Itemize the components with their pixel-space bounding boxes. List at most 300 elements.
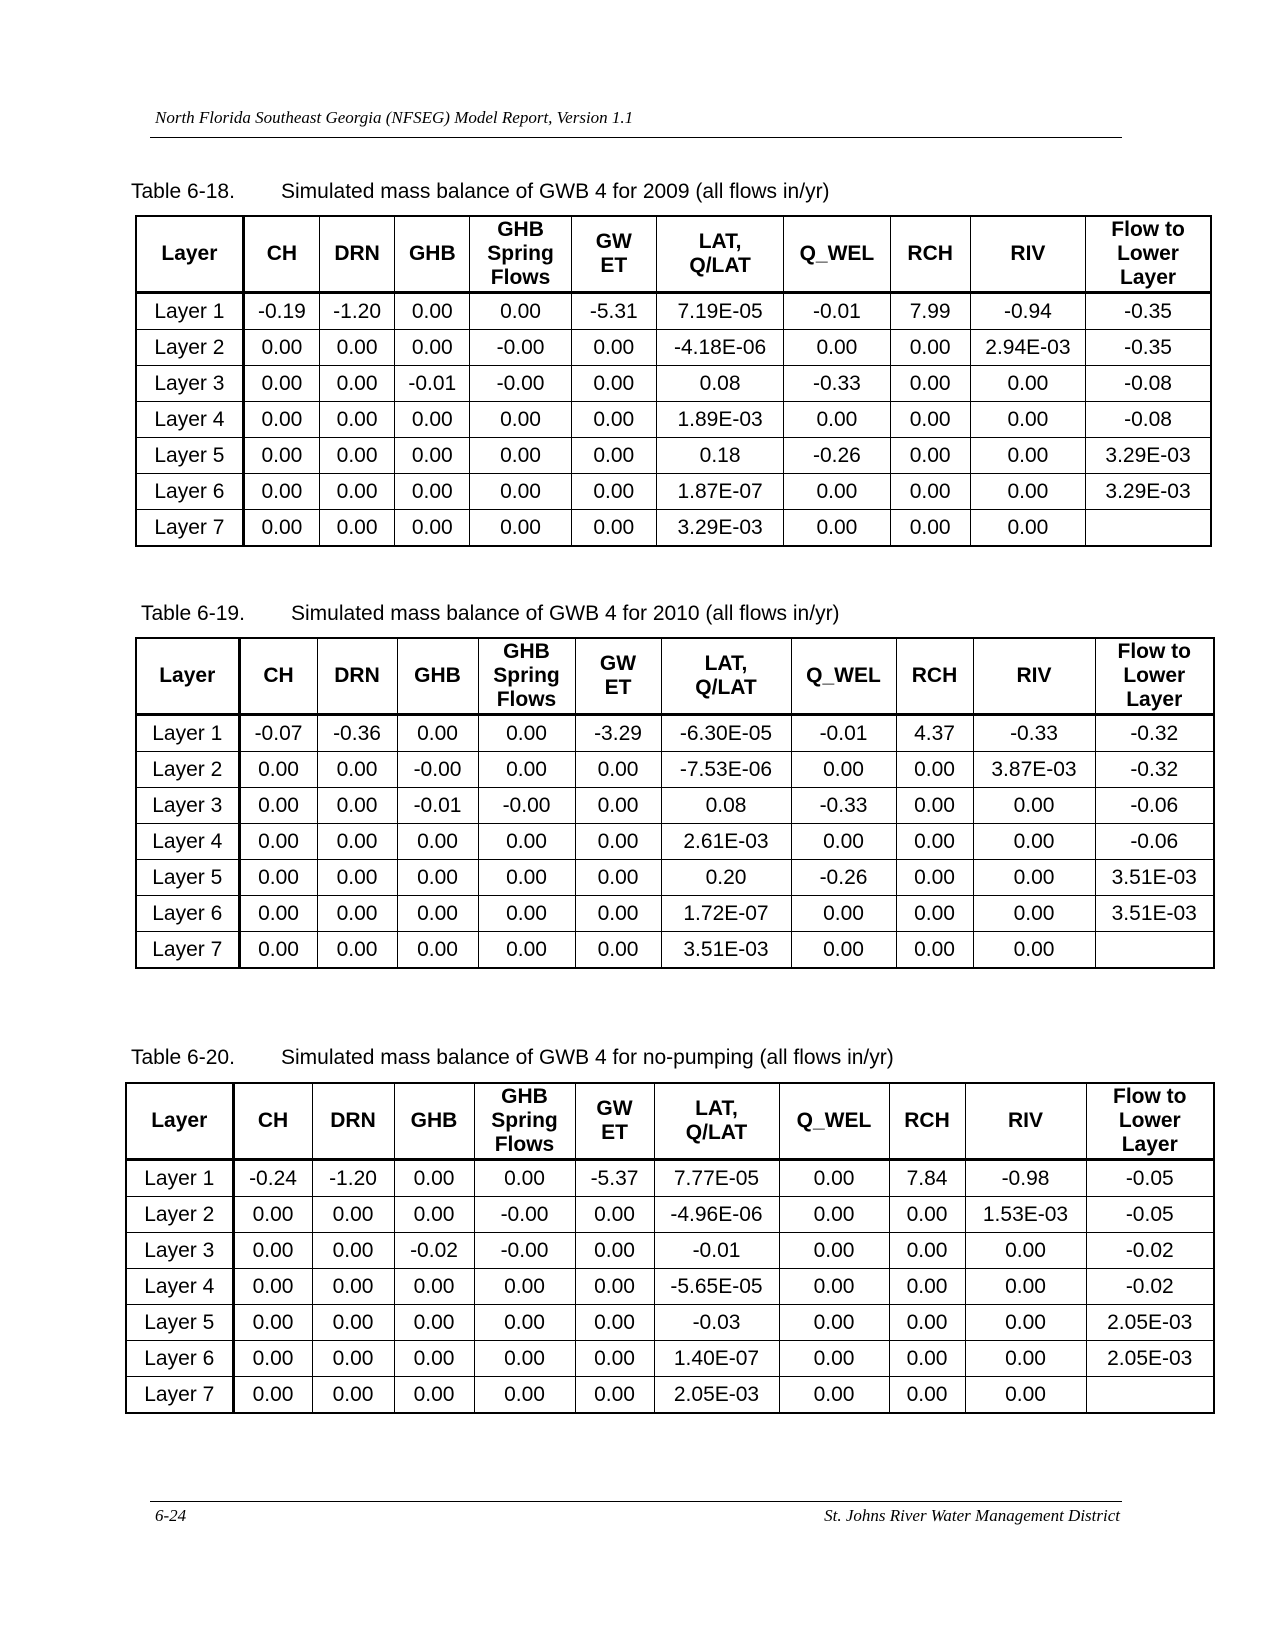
column-header-line: ET: [604, 676, 632, 699]
table-cell: -0.26: [784, 438, 890, 474]
table-cell: 2.94E-03: [970, 330, 1085, 366]
column-header: [784, 216, 890, 293]
table-cell: 0.00: [575, 788, 661, 824]
table-cell: -7.53E-06: [661, 752, 791, 788]
mass-balance-table-2010: [135, 637, 1215, 969]
table-cell: 0.00: [575, 1233, 654, 1269]
column-header: [136, 638, 239, 715]
row-label: Layer 5: [126, 1305, 233, 1341]
column-header-line: RIV: [1010, 242, 1046, 265]
table-cell: 0.00: [575, 896, 661, 932]
table-cell: 0.00: [243, 330, 319, 366]
table-caption-6-18: [131, 180, 830, 204]
table-row: [136, 752, 1214, 788]
table-cell: 0.00: [395, 438, 470, 474]
table-cell: 3.51E-03: [1095, 896, 1214, 932]
column-header: [654, 1083, 779, 1160]
table-cell: 0.00: [896, 788, 973, 824]
table-cell: -0.05: [1086, 1197, 1214, 1233]
row-label: Layer 7: [136, 510, 243, 547]
table-cell: 0.00: [239, 788, 317, 824]
table-cell: 0.00: [474, 1305, 575, 1341]
table-cell: 0.00: [394, 1160, 474, 1197]
row-label: Layer 6: [136, 474, 243, 510]
column-header-line: DRN: [334, 242, 380, 265]
table-cell: 7.19E-05: [656, 293, 783, 330]
row-label: Layer 3: [126, 1233, 233, 1269]
row-label: Layer 3: [136, 366, 243, 402]
table-number: Table 6-18.: [131, 180, 235, 203]
table-cell: 0.00: [970, 474, 1085, 510]
table-cell: 3.87E-03: [973, 752, 1095, 788]
table-cell: 0.00: [779, 1341, 889, 1377]
table-cell: 0.00: [791, 896, 896, 932]
column-header-line: Spring: [491, 1109, 558, 1132]
column-header: [233, 1083, 312, 1160]
row-label: Layer 2: [136, 330, 243, 366]
table-cell: 0.00: [779, 1269, 889, 1305]
table-row: [126, 1377, 1214, 1414]
table-row: [126, 1160, 1214, 1197]
table-cell: 0.00: [973, 824, 1095, 860]
table-cell: 0.00: [970, 510, 1085, 547]
column-header-line: LAT,: [695, 1097, 738, 1120]
column-header-line: LAT,: [698, 230, 742, 253]
table-cell: 0.00: [896, 752, 973, 788]
table-caption-6-20: [131, 1046, 894, 1070]
header-row: [126, 1083, 1214, 1160]
table-cell: 0.00: [317, 824, 397, 860]
column-header: [1086, 216, 1211, 293]
column-header: [575, 638, 661, 715]
table-cell: 7.84: [889, 1160, 965, 1197]
header-row: [136, 638, 1214, 715]
table-cell: 0.00: [312, 1377, 394, 1414]
table-cell: -1.20: [312, 1160, 394, 1197]
table-cell: -4.18E-06: [656, 330, 783, 366]
table-cell: 0.00: [239, 896, 317, 932]
table-cell: 0.00: [965, 1305, 1086, 1341]
table-row: [126, 1341, 1214, 1377]
table-cell: -0.98: [965, 1160, 1086, 1197]
column-header-line: DRN: [330, 1109, 376, 1132]
column-header: [890, 216, 970, 293]
table-cell: -1.20: [320, 293, 395, 330]
table-cell: -0.01: [791, 715, 896, 752]
table-cell: 0.00: [320, 366, 395, 402]
table-cell: 0.00: [970, 438, 1085, 474]
table-cell: 3.51E-03: [1095, 860, 1214, 896]
table-cell: 0.00: [791, 752, 896, 788]
column-header: [889, 1083, 965, 1160]
table-cell: -0.08: [1086, 366, 1211, 402]
mass-balance-table-no-pumping: [125, 1082, 1215, 1414]
column-header-line: Spring: [487, 242, 554, 265]
table-number: Table 6-19.: [141, 602, 245, 625]
table-cell: -0.06: [1095, 788, 1214, 824]
column-header-line: DRN: [334, 664, 380, 687]
table-cell: 0.00: [470, 402, 571, 438]
table-row: [136, 788, 1214, 824]
column-header: [656, 216, 783, 293]
table-cell: -0.24: [233, 1160, 312, 1197]
column-header-line: Q/LAT: [685, 1121, 748, 1144]
column-header: [397, 638, 478, 715]
column-header: [395, 216, 470, 293]
table-cell: 0.00: [779, 1377, 889, 1414]
table-cell: -0.32: [1095, 715, 1214, 752]
table-cell: 0.00: [233, 1305, 312, 1341]
table-cell: 0.00: [575, 752, 661, 788]
table-cell: -0.05: [1086, 1160, 1214, 1197]
table-cell: 0.20: [661, 860, 791, 896]
column-header-line: Q_WEL: [799, 242, 875, 265]
column-header-line: Flow to: [1113, 1085, 1187, 1108]
table-cell: 0.00: [395, 293, 470, 330]
table-cell: 0.00: [890, 366, 970, 402]
table-cell: 0.00: [233, 1269, 312, 1305]
column-header-line: RIV: [1007, 1109, 1043, 1132]
column-header: [970, 216, 1085, 293]
table-cell: 0.00: [571, 438, 656, 474]
table-cell: 0.00: [965, 1269, 1086, 1305]
column-header: [478, 638, 575, 715]
table-cell: -0.33: [791, 788, 896, 824]
table-cell: 0.00: [474, 1269, 575, 1305]
table-cell: 3.29E-03: [1086, 474, 1211, 510]
table-cell: 2.05E-03: [654, 1377, 779, 1414]
table-cell: 0.00: [474, 1341, 575, 1377]
table-body: [126, 1160, 1214, 1414]
column-header-line: CH: [257, 1109, 289, 1132]
table-cell: 0.00: [243, 438, 319, 474]
column-header-line: RCH: [911, 664, 958, 687]
table-cell: -0.06: [1095, 824, 1214, 860]
row-label: Layer 2: [136, 752, 239, 788]
row-label: Layer 7: [136, 932, 239, 969]
table-cell: 0.00: [470, 474, 571, 510]
table-cell: -0.01: [397, 788, 478, 824]
table-cell: -0.33: [784, 366, 890, 402]
table-cell: 2.61E-03: [661, 824, 791, 860]
table-cell: 0.00: [965, 1341, 1086, 1377]
row-label: Layer 2: [126, 1197, 233, 1233]
column-header: [239, 638, 317, 715]
column-header-line: GW: [596, 1097, 633, 1120]
column-header-line: CH: [263, 664, 294, 687]
column-header: [470, 216, 571, 293]
table-cell: 0.00: [890, 402, 970, 438]
column-header-line: Q_WEL: [806, 664, 881, 687]
column-header-line: Layer: [1120, 266, 1177, 289]
column-header-line: GHB: [497, 218, 544, 241]
table-cell: -0.00: [470, 366, 571, 402]
column-header-line: Layer: [1126, 688, 1183, 711]
table-cell: 0.00: [890, 438, 970, 474]
column-header: [661, 638, 791, 715]
row-label: Layer 4: [126, 1269, 233, 1305]
table-cell: -0.01: [784, 293, 890, 330]
table-cell: -0.36: [317, 715, 397, 752]
table-cell: 7.77E-05: [654, 1160, 779, 1197]
table-cell: 0.00: [239, 752, 317, 788]
table-cell: 0.00: [779, 1305, 889, 1341]
table-cell: 0.00: [896, 932, 973, 969]
column-header: [571, 216, 656, 293]
table-cell: -0.33: [973, 715, 1095, 752]
column-header-line: GHB: [408, 242, 456, 265]
table-cell: -0.02: [394, 1233, 474, 1269]
table-cell: 0.00: [575, 824, 661, 860]
table-cell: 0.00: [317, 788, 397, 824]
table-row: [136, 510, 1211, 547]
table-cell: -6.30E-05: [661, 715, 791, 752]
table-cell: 0.00: [791, 932, 896, 969]
table-cell: -4.96E-06: [654, 1197, 779, 1233]
table-cell: 0.00: [394, 1197, 474, 1233]
column-header: [1095, 638, 1214, 715]
table-cell: -0.00: [474, 1197, 575, 1233]
table-cell: 1.53E-03: [965, 1197, 1086, 1233]
table-cell: 0.00: [312, 1197, 394, 1233]
table-cell: 3.51E-03: [661, 932, 791, 969]
table-cell: -0.26: [791, 860, 896, 896]
table-title: Simulated mass balance of GWB 4 for no-pumping (all flows in/yr): [281, 1046, 894, 1069]
table-cell: -0.00: [397, 752, 478, 788]
page-number: 6-24: [155, 1506, 187, 1525]
table-cell: 0.00: [478, 752, 575, 788]
table-cell: 0.00: [965, 1233, 1086, 1269]
table-cell: 0.00: [571, 474, 656, 510]
table-cell: 0.00: [394, 1341, 474, 1377]
table-cell: [1095, 932, 1214, 969]
table-row: [136, 860, 1214, 896]
row-label: Layer 1: [126, 1160, 233, 1197]
column-header: [243, 216, 319, 293]
table-cell: 0.00: [973, 932, 1095, 969]
table-cell: 0.00: [970, 402, 1085, 438]
table-cell: 0.00: [312, 1341, 394, 1377]
table-cell: 0.00: [395, 402, 470, 438]
column-header: [394, 1083, 474, 1160]
table-cell: 0.00: [784, 402, 890, 438]
row-label: Layer 3: [136, 788, 239, 824]
mass-balance-table-2009: [135, 215, 1212, 547]
table-cell: -0.02: [1086, 1269, 1214, 1305]
table-cell: 7.99: [890, 293, 970, 330]
column-header-line: RIV: [1016, 664, 1052, 687]
row-label: Layer 5: [136, 438, 243, 474]
table-cell: 0.00: [397, 896, 478, 932]
table-cell: 0.00: [394, 1269, 474, 1305]
table-cell: -0.01: [395, 366, 470, 402]
column-header: [320, 216, 395, 293]
table-cell: 0.00: [395, 330, 470, 366]
column-header-line: Q/LAT: [689, 254, 751, 277]
column-header-line: Flow to: [1111, 218, 1185, 241]
column-header-line: RCH: [904, 1109, 950, 1132]
table-cell: 0.00: [784, 510, 890, 547]
table-cell: -0.08: [1086, 402, 1211, 438]
table-row: [136, 474, 1211, 510]
column-header-line: Flows: [490, 266, 551, 289]
row-label: Layer 5: [136, 860, 239, 896]
table-cell: 0.00: [575, 1341, 654, 1377]
organization-name: St. Johns River Water Management District: [824, 1506, 1120, 1525]
column-header: [126, 1083, 233, 1160]
table-cell: 0.00: [312, 1305, 394, 1341]
table-cell: 0.00: [889, 1269, 965, 1305]
table-cell: 0.00: [478, 715, 575, 752]
table-row: [136, 824, 1214, 860]
table-cell: 0.00: [317, 896, 397, 932]
table-cell: 0.00: [965, 1377, 1086, 1414]
column-header-line: Q_WEL: [796, 1109, 872, 1132]
table-cell: 0.00: [397, 824, 478, 860]
row-label: Layer 4: [136, 824, 239, 860]
row-label: Layer 1: [136, 293, 243, 330]
table-cell: 0.00: [320, 474, 395, 510]
table-cell: 1.87E-07: [656, 474, 783, 510]
table-row: [136, 438, 1211, 474]
table-cell: [1086, 1377, 1214, 1414]
column-header: [779, 1083, 889, 1160]
table-cell: -5.31: [571, 293, 656, 330]
header-rule: [150, 137, 1122, 138]
column-header: [965, 1083, 1086, 1160]
footer-rule: [150, 1501, 1122, 1502]
table-caption-6-19: [141, 602, 840, 626]
table-cell: 0.00: [320, 330, 395, 366]
column-header-line: Flow to: [1117, 640, 1191, 663]
table-cell: 2.05E-03: [1086, 1305, 1214, 1341]
table-cell: 0.00: [575, 1197, 654, 1233]
table-cell: 0.00: [791, 824, 896, 860]
row-label: Layer 7: [126, 1377, 233, 1414]
table-cell: 0.00: [470, 510, 571, 547]
table-row: [136, 366, 1211, 402]
column-header: [317, 638, 397, 715]
report-header-title: North Florida Southeast Georgia (NFSEG) Model Report, Version 1.1: [155, 108, 634, 127]
column-header-line: CH: [266, 242, 298, 265]
table-cell: 0.00: [239, 932, 317, 969]
table-cell: 0.00: [243, 510, 319, 547]
table-cell: 0.00: [470, 438, 571, 474]
table-cell: 2.05E-03: [1086, 1341, 1214, 1377]
column-header-line: GW: [595, 230, 632, 253]
column-header: [896, 638, 973, 715]
table-cell: -0.02: [1086, 1233, 1214, 1269]
table-row: [136, 932, 1214, 969]
table-cell: 0.00: [973, 788, 1095, 824]
table-cell: 0.00: [243, 402, 319, 438]
table-cell: 0.00: [889, 1305, 965, 1341]
column-header-line: LAT,: [704, 652, 748, 675]
table-cell: 0.00: [973, 860, 1095, 896]
table-cell: 3.29E-03: [1086, 438, 1211, 474]
table-cell: 0.00: [474, 1377, 575, 1414]
column-header-line: Q/LAT: [695, 676, 757, 699]
table-cell: 0.00: [575, 1377, 654, 1414]
table-cell: [1086, 510, 1211, 547]
table-cell: 0.00: [973, 896, 1095, 932]
table-body: [136, 715, 1214, 969]
table-cell: -5.65E-05: [654, 1269, 779, 1305]
table-cell: 0.00: [575, 1305, 654, 1341]
table-cell: 0.00: [896, 860, 973, 896]
table-cell: 0.00: [395, 474, 470, 510]
table-cell: 0.00: [575, 1269, 654, 1305]
column-header-line: Layer: [161, 242, 218, 265]
column-header-line: Layer: [151, 1109, 208, 1132]
table-cell: 0.00: [575, 932, 661, 969]
table-cell: 0.00: [470, 293, 571, 330]
table-cell: 0.08: [661, 788, 791, 824]
column-header-line: RCH: [907, 242, 953, 265]
table-cell: 0.00: [890, 474, 970, 510]
table-title: Simulated mass balance of GWB 4 for 2009 (all flows in/yr): [281, 180, 830, 203]
column-header-line: ET: [601, 1121, 628, 1144]
table-cell: 0.00: [233, 1341, 312, 1377]
table-body: [136, 293, 1211, 547]
table-row: [136, 896, 1214, 932]
table-cell: 0.00: [397, 932, 478, 969]
column-header-line: GW: [599, 652, 637, 675]
table-cell: -0.07: [239, 715, 317, 752]
column-header-line: GHB: [503, 640, 550, 663]
table-cell: 0.00: [474, 1160, 575, 1197]
row-label: Layer 6: [136, 896, 239, 932]
column-header-line: Lower: [1117, 242, 1179, 265]
table-cell: 0.00: [394, 1377, 474, 1414]
column-header-line: Flows: [494, 1133, 555, 1156]
table-cell: 0.00: [243, 474, 319, 510]
column-header: [973, 638, 1095, 715]
column-header-line: Spring: [493, 664, 560, 687]
table-cell: 0.00: [239, 824, 317, 860]
column-header: [575, 1083, 654, 1160]
table-cell: -0.32: [1095, 752, 1214, 788]
table-cell: 0.00: [243, 366, 319, 402]
table-row: [126, 1305, 1214, 1341]
table-cell: -0.35: [1086, 293, 1211, 330]
table-cell: 0.00: [571, 510, 656, 547]
column-header: [474, 1083, 575, 1160]
table-cell: 0.00: [784, 474, 890, 510]
column-header-line: Layer: [159, 664, 216, 687]
header-row: [136, 216, 1211, 293]
table-row: [136, 715, 1214, 752]
column-header-line: Flows: [496, 688, 557, 711]
table-cell: 0.00: [312, 1269, 394, 1305]
table-cell: 3.29E-03: [656, 510, 783, 547]
table-cell: -0.03: [654, 1305, 779, 1341]
table-cell: 0.00: [571, 330, 656, 366]
table-cell: 0.00: [889, 1233, 965, 1269]
table-cell: 1.40E-07: [654, 1341, 779, 1377]
table-cell: 0.00: [889, 1341, 965, 1377]
table-cell: 0.00: [478, 860, 575, 896]
table-cell: 0.00: [233, 1197, 312, 1233]
table-cell: 0.00: [394, 1305, 474, 1341]
table-cell: 0.00: [320, 438, 395, 474]
table-cell: 0.00: [478, 896, 575, 932]
table-cell: -0.00: [474, 1233, 575, 1269]
table-cell: 0.00: [397, 715, 478, 752]
table-cell: 0.00: [233, 1377, 312, 1414]
table-cell: 0.00: [571, 366, 656, 402]
table-cell: 0.00: [571, 402, 656, 438]
